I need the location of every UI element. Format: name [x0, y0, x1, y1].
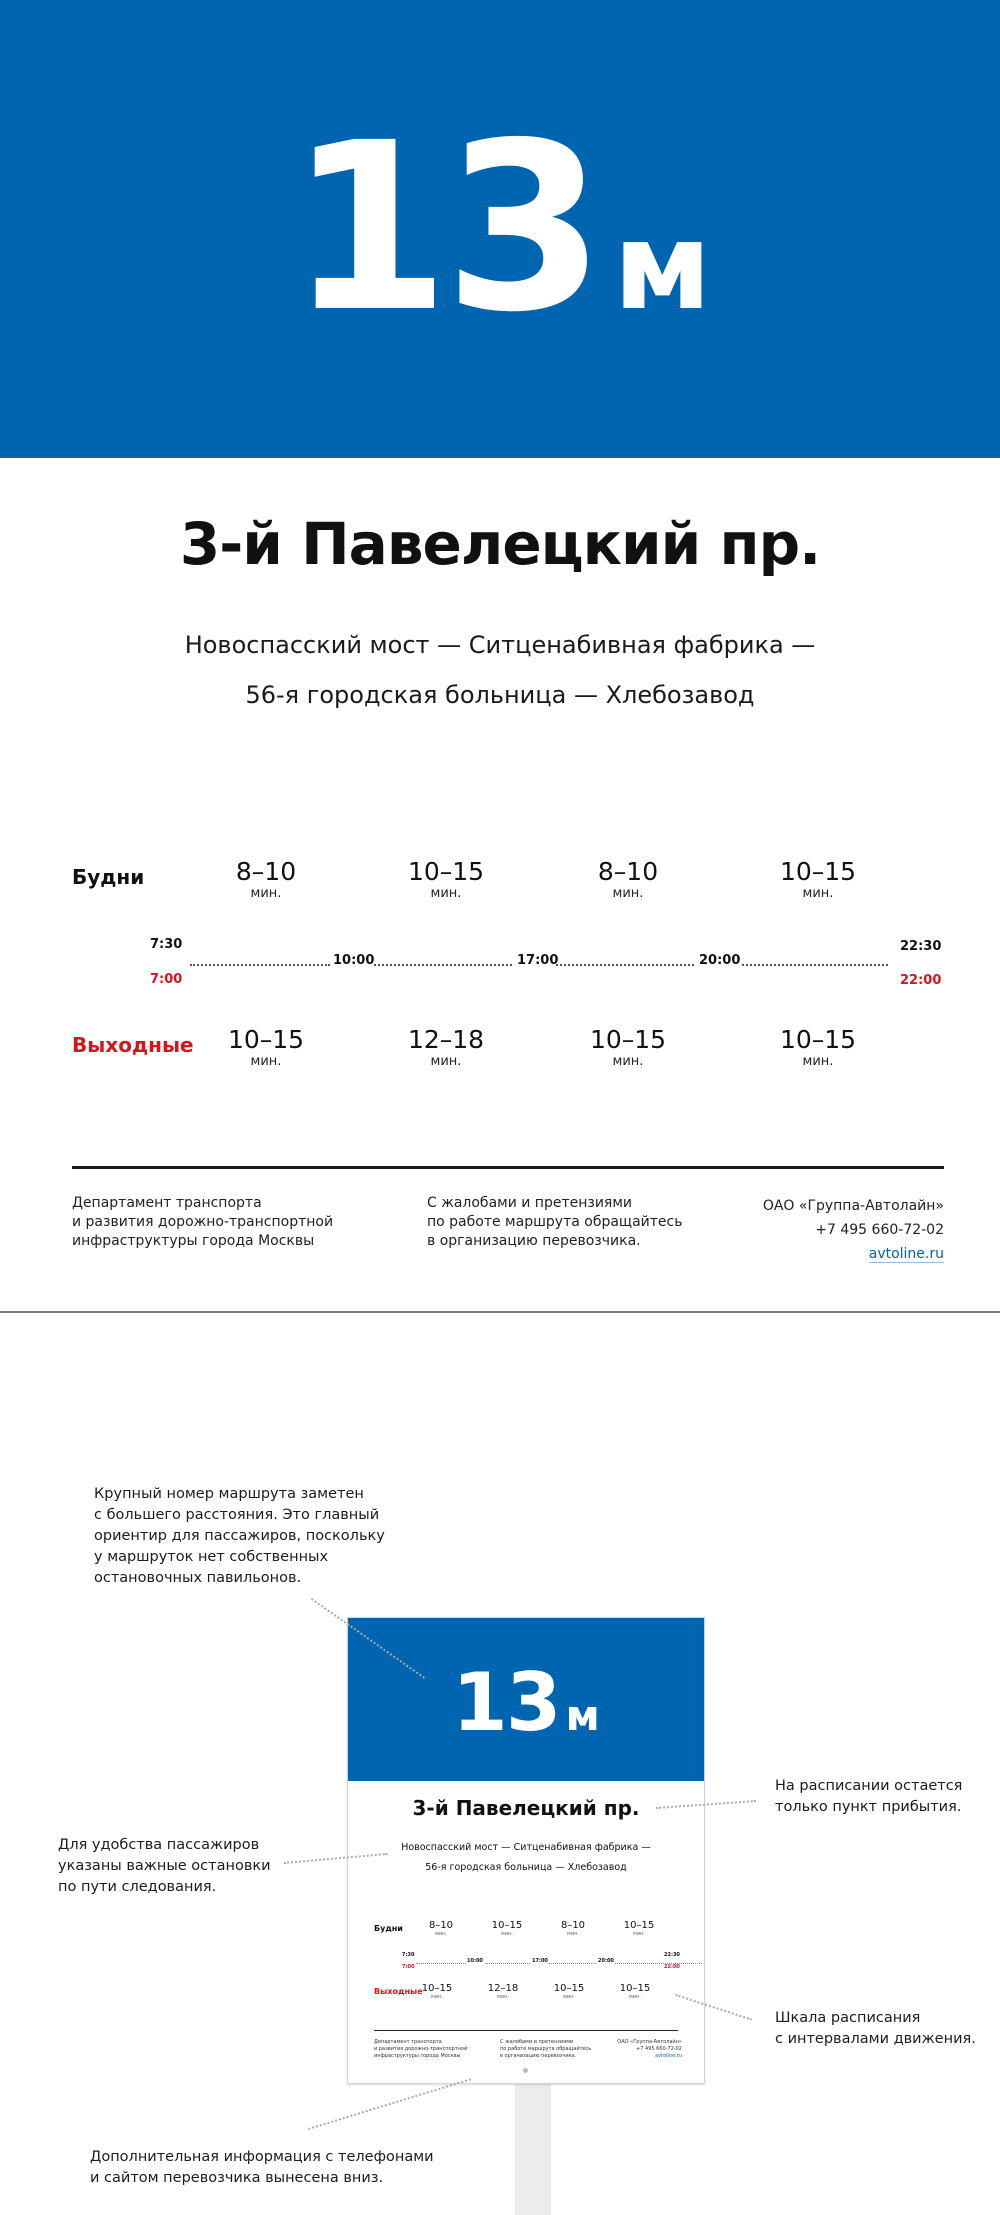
sign-pole	[515, 2083, 551, 2215]
interval-unit: мин.	[430, 886, 462, 901]
interval-unit: мин.	[501, 1931, 513, 1937]
annotation-line: указаны важные остановки	[58, 1858, 271, 1874]
preview-stops-line: 56-я городская больница — Хлебозавод	[425, 1862, 627, 1873]
end-time-weekday: 22:30	[900, 939, 942, 954]
preview-timeline-mark: 17:00	[532, 1958, 548, 1964]
interval-value: 10–15	[553, 1983, 585, 1994]
footer-line: в организацию перевозчика.	[427, 1233, 641, 1249]
annotation-route-number	[94, 1484, 385, 1589]
annotation-footer-info	[90, 2147, 434, 2189]
annotation-line: Крупный номер маршрута заметен	[94, 1486, 364, 1502]
interval-value: 8–10	[560, 1920, 586, 1931]
preview-footer-complaints	[500, 2039, 591, 2060]
annotation-line: с большего расстояния. Это главный	[94, 1507, 380, 1523]
preview-start-weekday: 7:30	[402, 1952, 415, 1958]
annotation-line: по пути следования.	[58, 1879, 217, 1895]
weekend-interval	[206, 1026, 326, 1070]
interval-value: 10–15	[589, 1025, 667, 1054]
preview-footer-department	[374, 2039, 467, 2060]
start-time-weekend: 7:00	[150, 972, 183, 987]
weekday-interval	[206, 858, 326, 902]
weekend-interval	[758, 1026, 878, 1070]
annotation-line: Шкала расписания	[775, 2010, 921, 2026]
interval-unit: мин.	[802, 886, 834, 901]
interval-unit: мин.	[563, 1994, 575, 2000]
annotation-line: остановочных павильонов.	[94, 1570, 302, 1586]
weekend-interval	[386, 1026, 506, 1070]
start-time-weekday: 7:30	[150, 937, 183, 952]
footer-line: и развития дорожно-транспортной	[72, 1214, 334, 1230]
mounting-bolt-icon	[523, 2068, 528, 2073]
route-banner	[0, 0, 1000, 458]
annotation-line: у маршруток нет собственных	[94, 1549, 329, 1565]
operator-name: ОАО «Группа-Автолайн»	[617, 2039, 682, 2045]
route-stops-line-2: 56-я городская больница — Хлебозавод	[245, 681, 755, 709]
route-stops-line-1: Новоспасский мост — Ситценабивная фабрика —	[184, 631, 816, 659]
interval-unit: мин.	[431, 1994, 443, 2000]
footer-line: и развития дорожно-транспортной	[374, 2046, 468, 2052]
preview-route-stops	[348, 1838, 704, 1878]
route-number-suffix: м	[613, 198, 712, 337]
weekends-label: Выходные	[72, 1033, 194, 1057]
interval-value: 12–18	[487, 1983, 519, 1994]
weekend-interval	[568, 1026, 688, 1070]
preview-footer-operator	[617, 2039, 682, 2060]
weekdays-label: Будни	[72, 865, 145, 889]
footer-operator	[763, 1194, 944, 1266]
preview-weekend-interval	[544, 1983, 594, 2000]
preview-weekends-label: Выходные	[374, 1987, 423, 1996]
annotation-arrival-point	[775, 1776, 962, 1818]
annotation-line: с интервалами движения.	[775, 2031, 976, 2047]
operator-phone: +7 495 660-72-02	[815, 1222, 944, 1238]
route-number-digits: 13	[288, 93, 600, 363]
preview-route-banner	[348, 1618, 704, 1781]
operator-website: avtoline.ru	[655, 2053, 682, 2059]
preview-end-weekend: 22:00	[664, 1964, 680, 1970]
footer-line: Департамент транспорта	[374, 2039, 442, 2045]
sign-preview	[347, 1617, 705, 2084]
preview-route-number	[348, 1656, 704, 1749]
preview-weekday-interval	[548, 1920, 598, 1937]
footer-line: Департамент транспорта	[72, 1195, 262, 1211]
interval-unit: мин.	[430, 1054, 462, 1069]
footer-complaints	[427, 1194, 683, 1251]
timeline-mark: 10:00	[333, 953, 375, 968]
footer-rule	[72, 1166, 944, 1169]
interval-unit: мин.	[802, 1054, 834, 1069]
timeline-segment	[742, 964, 888, 966]
preview-footer-rule	[374, 2030, 678, 2031]
preview-end-weekday: 22:30	[664, 1952, 680, 1958]
annotation-line: только пункт прибытия.	[775, 1799, 962, 1815]
annotation-line: и сайтом перевозчика вынесена вниз.	[90, 2170, 384, 2186]
annotation-line: ориентир для пассажиров, поскольку	[94, 1528, 385, 1544]
footer-line: С жалобами и претензиями	[500, 2039, 574, 2045]
preview-timeline-mark: 10:00	[467, 1958, 483, 1964]
interval-value: 8–10	[428, 1920, 454, 1931]
timeline-mark: 20:00	[699, 953, 741, 968]
interval-unit: мин.	[612, 886, 644, 901]
interval-unit: мин.	[250, 1054, 282, 1069]
preview-weekday-interval	[416, 1920, 466, 1937]
route-number	[0, 93, 1000, 363]
interval-value: 10–15	[407, 857, 485, 886]
stop-name: 3-й Павелецкий пр.	[179, 510, 821, 578]
annotation-line: На расписании остается	[775, 1778, 963, 1794]
preview-weekend-interval	[610, 1983, 660, 2000]
footer-line: инфраструктуры города Москвы	[72, 1233, 315, 1249]
weekday-interval	[758, 858, 878, 902]
footer-line: в организацию перевозчика.	[500, 2053, 577, 2059]
footer-line: по работе маршрута обращайтесь	[500, 2046, 592, 2052]
interval-value: 8–10	[597, 857, 659, 886]
operator-website-link[interactable]: avtoline.ru	[868, 1246, 944, 1262]
section-divider	[0, 1311, 1000, 1313]
preview-weekdays-label: Будни	[374, 1924, 403, 1933]
interval-value: 8–10	[235, 857, 297, 886]
preview-weekday-interval	[614, 1920, 664, 1937]
timeline-mark: 17:00	[517, 953, 559, 968]
preview-weekday-interval	[482, 1920, 532, 1937]
interval-unit: мин.	[435, 1931, 447, 1937]
preview-timeline-mark: 20:00	[598, 1958, 614, 1964]
interval-value: 10–15	[227, 1025, 305, 1054]
timeline-segment	[374, 964, 512, 966]
interval-value: 10–15	[491, 1920, 523, 1931]
timeline-segment	[190, 964, 330, 966]
footer-line: С жалобами и претензиями	[427, 1195, 633, 1211]
annotation-schedule-scale	[775, 2008, 976, 2050]
interval-unit: мин.	[497, 1994, 509, 2000]
preview-stop-name: 3-й Павелецкий пр.	[412, 1796, 640, 1820]
interval-unit: мин.	[567, 1931, 579, 1937]
footer-department	[72, 1194, 333, 1251]
preview-start-weekend: 7:00	[402, 1964, 415, 1970]
interval-value: 10–15	[619, 1983, 651, 1994]
interval-unit: мин.	[633, 1931, 645, 1937]
preview-weekend-interval	[412, 1983, 462, 2000]
weekday-interval	[568, 858, 688, 902]
interval-unit: мин.	[629, 1994, 641, 2000]
route-stops	[0, 620, 1000, 720]
operator-phone: +7 495 660-72-02	[636, 2046, 682, 2052]
timeline-segment	[556, 964, 694, 966]
annotation-line: Дополнительная информация с телефонами	[90, 2149, 434, 2165]
interval-value: 12–18	[407, 1025, 485, 1054]
annotation-line: Для удобства пассажиров	[58, 1837, 260, 1853]
footer-line: инфраструктуры города Москвы	[374, 2053, 461, 2059]
preview-weekend-interval	[478, 1983, 528, 2000]
weekday-interval	[386, 858, 506, 902]
preview-stops-line: Новоспасский мост — Ситценабивная фабрика —	[401, 1842, 651, 1853]
preview-timeline	[416, 1963, 702, 1964]
end-time-weekend: 22:00	[900, 973, 942, 988]
interval-unit: мин.	[612, 1054, 644, 1069]
interval-value: 10–15	[421, 1983, 453, 1994]
interval-value: 10–15	[779, 1025, 857, 1054]
interval-value: 10–15	[779, 857, 857, 886]
preview-route-suffix: м	[565, 1691, 600, 1740]
leader-line-footer-info	[308, 2078, 471, 2130]
footer-line: по работе маршрута обращайтесь	[427, 1214, 683, 1230]
operator-name: ОАО «Группа-Автолайн»	[762, 1198, 944, 1214]
preview-route-digits: 13	[452, 1656, 560, 1749]
interval-unit: мин.	[250, 886, 282, 901]
interval-value: 10–15	[623, 1920, 655, 1931]
annotation-important-stops	[58, 1835, 271, 1898]
